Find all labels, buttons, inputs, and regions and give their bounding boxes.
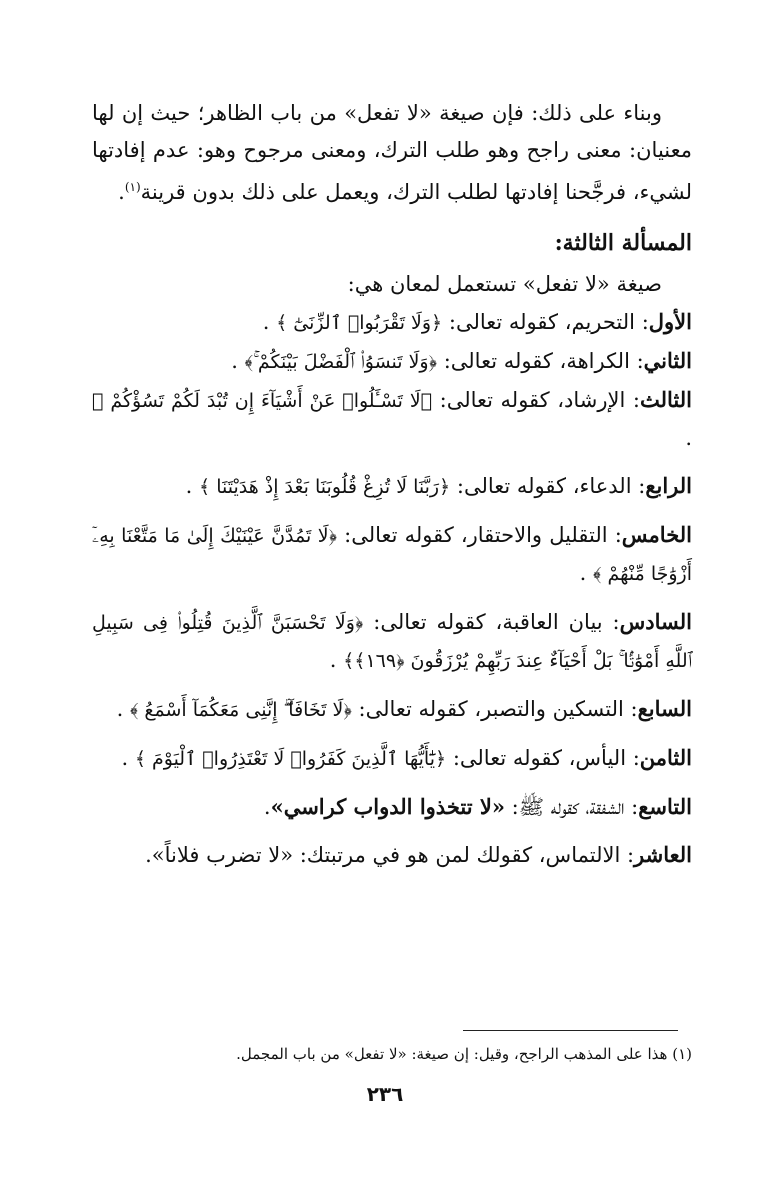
item-text: التقليل والاحتقار، كقوله تعالى:: [337, 523, 608, 547]
quran-quote: ﴿لَا تَسْـَٔلُوا۟ عَنْ أَشْيَآءَ إِن تُبْدَ لَكُمْ تَسُؤْكُمْ ﴾: [92, 390, 433, 412]
list-item-10: [92, 836, 692, 874]
item-term: الثالث: [639, 387, 692, 412]
quran-quote: ﴿لَا تَخَافَآ ۖ إِنَّنِى مَعَكُمَآ أَسْمَعُ ﴾: [129, 699, 352, 721]
item-end: .: [231, 349, 238, 373]
item-separator: :: [629, 349, 644, 373]
item-end: .: [263, 795, 271, 819]
item-term: العاشر: [634, 842, 692, 867]
item-term: السادس: [619, 609, 692, 634]
page-body: [92, 95, 692, 884]
quran-quote: ﴿يَٰٓأَيُّهَا ٱلَّذِينَ كَفَرُوا۟ لَا تَعْتَذِرُوا۟ ٱلْيَوْمَ ﴾: [134, 748, 447, 770]
item-separator: :: [625, 388, 640, 412]
item-text: التسكين والتصبر، كقوله تعالى:: [351, 697, 624, 721]
item-term: الثامن: [639, 745, 692, 770]
item-term: الرابع: [645, 473, 692, 498]
item-separator: :: [624, 795, 639, 819]
list-item-5: [92, 516, 692, 593]
item-end: .: [145, 843, 152, 867]
quran-quote: ﴿وَلَا تَقْرَبُوا۟ ٱلزِّنَىٰٓ ﴾: [276, 312, 443, 334]
footnote-reference[interactable]: (١): [124, 180, 141, 194]
page-number: ٢٣٦: [366, 1082, 404, 1106]
item-text: الالتماس، كقولك لمن هو في مرتبتك:: [293, 843, 621, 867]
meanings-list: [92, 303, 692, 874]
item-end: .: [579, 561, 587, 585]
list-item-8: [92, 739, 692, 778]
list-item-3: [92, 381, 692, 457]
list-item-2: [92, 342, 692, 381]
item-text: الدعاء، كقوله تعالى:: [450, 474, 632, 498]
item-end: .: [116, 697, 124, 721]
list-item-1: [92, 303, 692, 342]
item-separator: :: [635, 310, 649, 334]
item-term: التاسع: [638, 794, 692, 819]
item-text: الإرشاد، كقوله تعالى:: [432, 388, 626, 412]
item-end: .: [685, 426, 692, 450]
item-term: الثاني: [643, 348, 692, 373]
list-item-6: [92, 603, 692, 680]
item-end: .: [185, 474, 193, 498]
item-term: السابع: [637, 696, 692, 721]
footnote-divider: [463, 1030, 678, 1031]
item-separator: :: [602, 610, 620, 634]
item-separator: :: [626, 746, 640, 770]
intro-end: .: [118, 180, 125, 204]
item-separator: :: [631, 474, 646, 498]
section-intro: صيغة «لا تفعل» تستعمل لمعان هي:: [347, 272, 662, 296]
item-text: الشفقة، كقوله ﷺ:: [504, 795, 625, 819]
item-term: الأول: [648, 309, 692, 334]
item-end: .: [262, 310, 270, 334]
quran-quote: ﴿رَبَّنَا لَا تُزِغْ قُلُوبَنَا بَعْدَ إِذْ هَدَيْتَنَا ﴾: [199, 476, 451, 498]
example-quote: «لا تضرب فلاناً»: [151, 843, 294, 867]
item-term: الخامس: [621, 522, 692, 547]
item-text: الكراهة، كقوله تعالى:: [437, 349, 630, 373]
intro-text: وبناء على ذلك: فإن صيغة «لا تفعل» من باب الظاهر؛ حيث إن لها معنيان: معنى راجح وهو طلب الترك، ومعنى مرجوح وهو: عدم إفادتها لشيء، فرجَّحنا إفادتها لطلب الترك، ويعمل على ذلك بدون قرينة: [92, 101, 692, 204]
item-separator: :: [620, 843, 635, 867]
item-separator: :: [607, 523, 622, 547]
footnote: (١) هذا على المذهب الراجح، وقيل: إن صيغة: «لا تفعل» من باب المجمل.: [236, 1045, 692, 1063]
intro-paragraph: [92, 95, 692, 211]
hadith-quote: «لا تتخذوا الدواب كراسي»: [270, 794, 505, 819]
section-title: المسألة الثالثة:: [554, 230, 692, 256]
item-end: .: [121, 746, 129, 770]
list-item-9: [92, 788, 692, 826]
list-item-4: [92, 467, 692, 506]
quran-quote: ﴿لَا تَمُدَّنَّ عَيْنَيْكَ إِلَىٰ مَا مَتَّعْنَا بِهِۦٓ أَزْوَٰجًا مِّنْهُمْ ﴾: [92, 525, 692, 585]
quran-quote: ﴿وَلَا تَحْسَبَنَّ ٱلَّذِينَ قُتِلُوا۟ فِى سَبِيلِ ٱللَّهِ أَمْوَٰتًۢا ۚ بَلْ أَحْيَآءٌ عِندَ رَبِّهِمْ يُرْزَقُونَ ﴿١٦٩﴾﴾: [92, 612, 692, 672]
item-separator: :: [623, 697, 638, 721]
item-end: .: [329, 648, 337, 672]
list-item-7: [92, 690, 692, 729]
quran-quote: ﴿وَلَا تَنسَوُا۟ ٱلْفَضْلَ بَيْنَكُمْ ۚ﴾: [244, 351, 438, 373]
item-text: بيان العاقبة، كقوله تعالى:: [363, 610, 603, 634]
item-text: التحريم، كقوله تعالى:: [442, 310, 636, 334]
item-text: اليأس، كقوله تعالى:: [446, 746, 627, 770]
